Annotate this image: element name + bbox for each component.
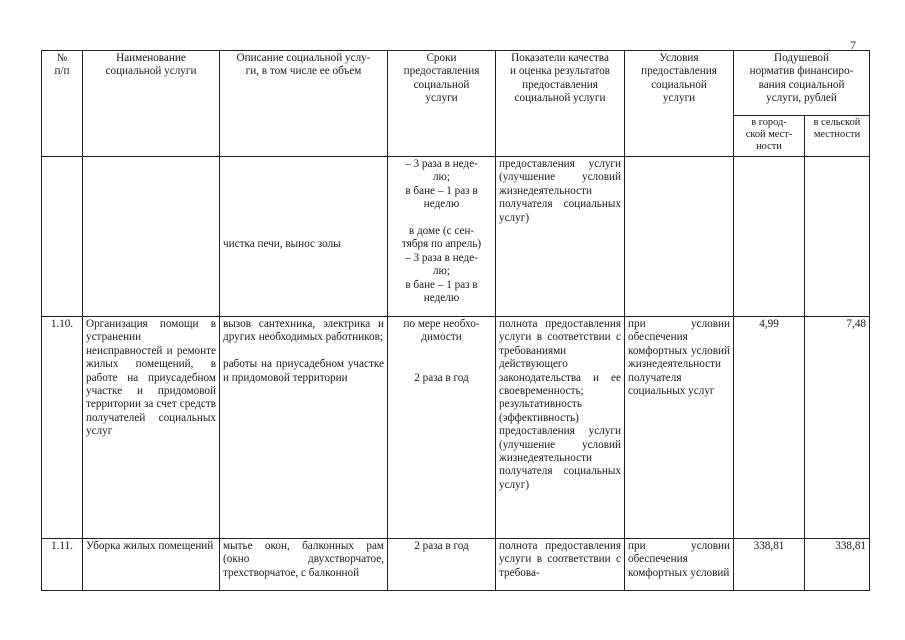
cell-conditions: при условии обеспечения комфортных условий xyxy=(625,539,734,591)
header-quality: Показатели качества и оценка результатов предоставления социальной услуги xyxy=(496,51,625,157)
header-num: № п/п xyxy=(42,51,83,157)
cell-num: 1.10. xyxy=(42,317,83,539)
cell-description: чистка печи, вынос золы xyxy=(220,157,388,317)
cell-terms: – 3 раза в неде- лю; в бане – 1 раз в неделю в доме (с сен- тября по апрель) – 3 раза в неде- лю; в бане – 1 раз в неделю xyxy=(388,157,496,317)
cell-urban: 338,81 xyxy=(734,539,805,591)
cell-name xyxy=(83,157,220,317)
cell-num: 1.11. xyxy=(42,539,83,591)
header-conditions: Условия предоставления социальной услуги xyxy=(625,51,734,157)
header-urban: в город- ской мест- ности xyxy=(734,116,805,157)
cell-description: мытье окон, балконных рам (окно двухстворчатое, трехстворчатое, с балконной xyxy=(220,539,388,591)
cell-urban: 4,99 xyxy=(734,317,805,539)
cell-rural: 7,48 xyxy=(805,317,870,539)
services-table xyxy=(41,50,870,591)
header-norm: Подушевой норматив финансиро- вания социальной услуги, рублей xyxy=(734,51,870,116)
cell-name: Организация помощи в устранении неисправностей и ремонте жилых помещений, в работе на приусадебном участке и придомовой территории за счет средств получателей социальных услуг xyxy=(83,317,220,539)
cell-terms: по мере необхо- димости 2 раза в год xyxy=(388,317,496,539)
cell-quality: полнота предоставления услуги в соответствии с требова- xyxy=(496,539,625,591)
table-row xyxy=(42,539,870,591)
table-row xyxy=(42,157,870,317)
cell-rural: 338,81 xyxy=(805,539,870,591)
header-description: Описание социальной услу- ги, в том числе ее объем xyxy=(220,51,388,157)
cell-name: Уборка жилых помещений xyxy=(83,539,220,591)
table-row xyxy=(42,317,870,539)
cell-rural xyxy=(805,157,870,317)
cell-quality: предоставления услуги (улучшение условий жизнедеятельности получателя социальных услуг) xyxy=(496,157,625,317)
cell-urban xyxy=(734,157,805,317)
cell-conditions xyxy=(625,157,734,317)
cell-num xyxy=(42,157,83,317)
header-rural: в сельской местности xyxy=(805,116,870,157)
cell-quality: полнота предоставления услуги в соответствии с требованиями действующего законодательства и ее своевременность; результативность (эффективность) предоставления услуги (улучшение условий жизнедеятельности получателя социальных услуг) xyxy=(496,317,625,539)
header-name: Наименование социальной услуги xyxy=(83,51,220,157)
header-terms: Сроки предоставления социальной услуги xyxy=(388,51,496,157)
cell-conditions: при условии обеспечения комфортных условий жизнедеятельности получателя социальных услуг xyxy=(625,317,734,539)
cell-description: вызов сантехника, электрика и других необходимых работников; работы на приусадебном участке и придомовой территории xyxy=(220,317,388,539)
header-row xyxy=(42,51,870,116)
cell-terms: 2 раза в год xyxy=(388,539,496,591)
page-number: 7 xyxy=(850,38,856,52)
